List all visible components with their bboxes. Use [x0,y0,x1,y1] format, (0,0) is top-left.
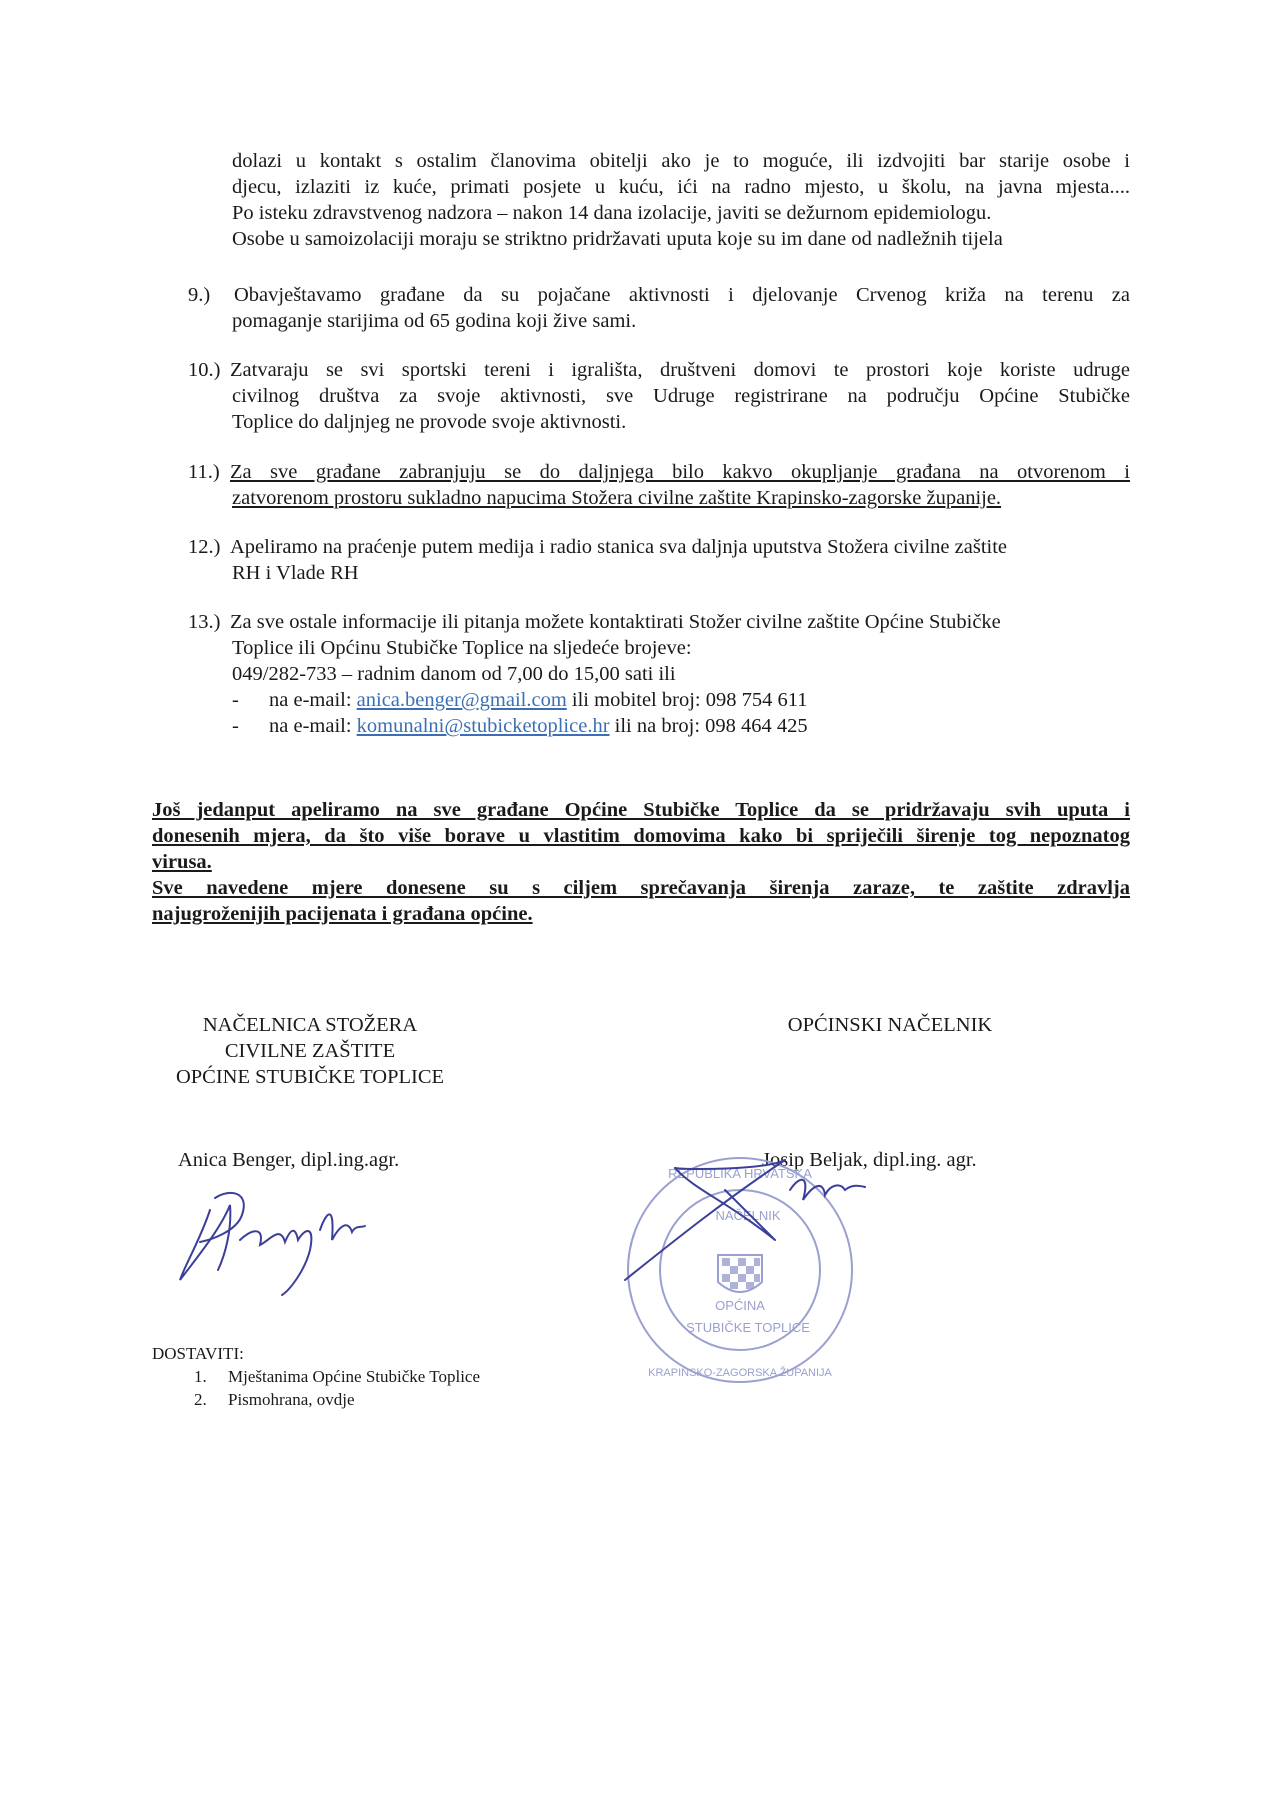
contact-row [232,687,1130,713]
contact-prefix: na e-mail: [269,715,357,737]
item-line: RH i Vlade RH [232,562,359,584]
title-line: NAČELNICA STOŽERA [202,1014,418,1036]
intro-line: Osobe u samoizolaciji moraju se striktno pridržavati uputa koje su im dane od nadležnih tijela [232,228,1003,250]
intro-line: dolazi u kontakt s ostalim članovima obitelji ako je to moguće, ili izdvojiti bar starije osobe i [232,150,1130,172]
contact-prefix: na e-mail: [269,689,357,711]
title-line: CIVILNE ZAŠTITE [224,1040,396,1062]
email-link-anica[interactable]: anica.benger@gmail.com [356,689,567,711]
list-item-13 [188,609,1130,739]
contact-suffix: ili mobitel broj: 098 754 611 [566,689,808,711]
intro-line: djecu, izlaziti iz kuće, primati posjete u kuću, ići na radno mjesto, u školu, na javna mjesta.... [232,176,1130,198]
item-line: Za sve ostale informacije ili pitanja možete kontaktirati Stožer civilne zaštite Općine Stubičke [230,611,1001,633]
left-handwritten-signature [170,1170,410,1300]
item-number: 11.) [188,461,220,483]
item-line: 049/282-733 – radnim danom od 7,00 do 15,00 sati ili [232,663,676,685]
intro-paragraph [232,148,1130,252]
item-line: Toplice do daljnjeg ne provode svoje aktivnosti. [232,411,627,433]
list-item [194,1365,480,1388]
item-line: Obavještavamo građane da su pojačane aktivnosti i djelovanje Crvenog križa na terenu za [234,284,1130,306]
contact-suffix: ili na broj: 098 464 425 [609,715,808,737]
item-line: Zatvaraju se svi sportski tereni i igrališta, društveni domovi te prostori koje koriste udruge [230,359,1130,381]
right-signature-title [740,1012,1040,1038]
contact-row [232,713,1130,739]
list-item-11 [188,459,1130,511]
stamp-text: OPĆINA [715,1298,765,1313]
stamp-text: REPUBLIKA HRVATSKA [668,1166,812,1181]
appeal-paragraph [152,797,1130,927]
item-number: 9.) [188,284,211,306]
list-text: Pismohrana, ovdje [228,1390,355,1409]
left-signatory-name: Anica Benger, dipl.ing.agr. [178,1149,400,1171]
distribution-block [152,1342,480,1411]
list-number: 1. [194,1367,207,1386]
item-number: 10.) [188,359,221,381]
left-signature-title [150,1012,470,1090]
stamp-text: KRAPINSKO-ZAGORSKA ŽUPANIJA [648,1367,832,1379]
item-line: zatvorenom prostoru sukladno napucima Stožera civilne zaštite Krapinsko-zagorske županije. [232,487,1002,509]
right-signatory-name: Josip Beljak, dipl.ing. agr. [762,1149,977,1171]
contact-dash: - [232,715,239,737]
item-line: pomaganje starijima od 65 godina koji žive sami. [232,310,637,332]
contact-dash: - [232,689,239,711]
list-item [194,1388,480,1411]
distribution-title: DOSTAVITI: [152,1344,244,1363]
appeal-line: Još jedanput apeliramo na sve građane Općine Stubičke Toplice da se pridržavaju svih uputa i [152,799,1130,821]
appeal-line: Sve navedene mjere donesene su s ciljem sprečavanja širenja zaraze, te zaštite zdravlja [152,877,1130,899]
stamp-text: NAČELNIK [715,1208,781,1223]
right-handwritten-signature [615,1130,875,1290]
item-line: Apeliramo na praćenje putem medija i radio stanica sva daljnja uputstva Stožera civilne zaštite [230,536,1008,558]
email-link-komunalni[interactable]: komunalni@stubicketoplice.hr [356,715,610,737]
stamp-text: STUBIČKE TOPLICE [686,1320,810,1335]
appeal-line: najugroženijih pacijenata i građana općine. [152,903,533,925]
list-number: 2. [194,1390,207,1409]
item-line: Za sve građane zabranjuju se do daljnjega bilo kakvo okupljanje građana na otvorenom i [230,461,1130,483]
title-line: OPĆINSKI NAČELNIK [787,1014,993,1036]
list-item-12 [188,534,1130,586]
list-item-9 [188,282,1130,334]
appeal-line: donesenih mjera, da što više borave u vlastitim domovima kako bi spriječili širenje tog nepoznatog [152,825,1130,847]
appeal-line: virusa. [152,851,212,873]
item-line: civilnog društva za svoje aktivnosti, sve Udruge registrirane na području Općine Stubičke [232,385,1130,407]
list-text: Mještanima Općine Stubičke Toplice [228,1367,481,1386]
intro-line: Po isteku zdravstvenog nadzora – nakon 14 dana izolacije, javiti se dežurnom epidemiologu. [232,202,992,224]
title-line: OPĆINE STUBIČKE TOPLICE [175,1066,445,1088]
item-number: 13.) [188,611,221,633]
item-number: 12.) [188,536,221,558]
list-item-10 [188,357,1130,435]
item-line: Toplice ili Općinu Stubičke Toplice na sljedeće brojeve: [232,637,692,659]
